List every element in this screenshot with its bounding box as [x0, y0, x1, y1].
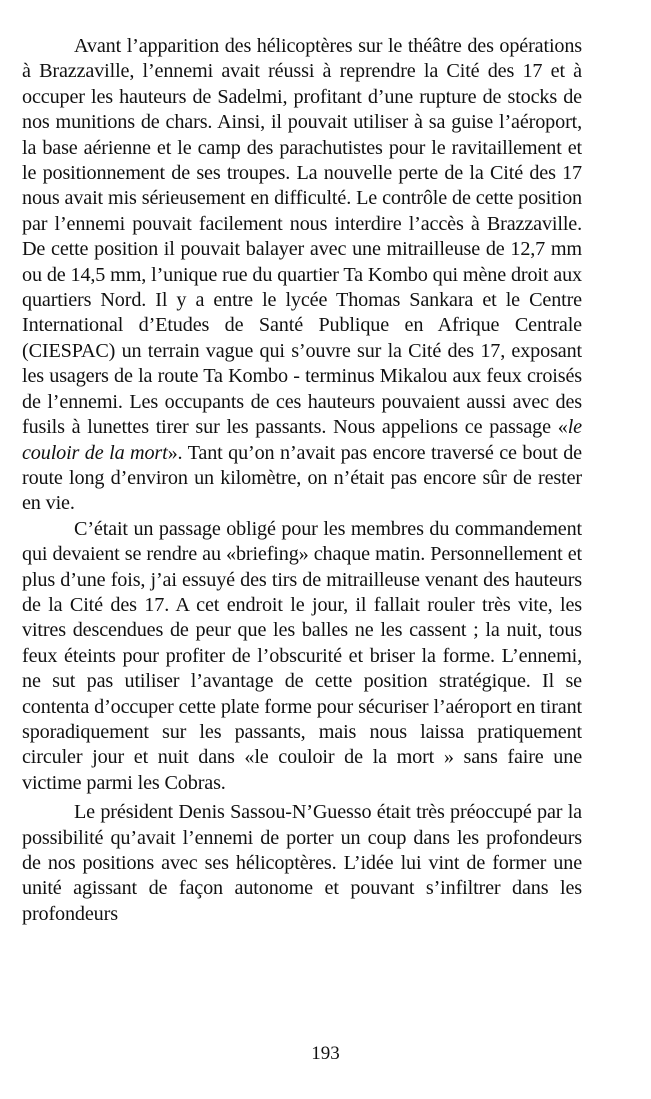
page-body — [22, 34, 582, 927]
paragraph-1-italic-phrase: le couloir de la mort — [22, 416, 582, 464]
page-number: 193 — [311, 1043, 340, 1064]
paragraph-briefing-passage: C’était un passage obligé pour les membres du commandement qui devaient se rendre au «briefing» chaque matin. Personnellement et plus d’une fois, j’ai essuyé des tirs de mitrailleuse venant des hauteurs de la Cité des 17. A cet endroit le jour, il fallait rouler très vite, les vitres descendues de peur que les balles ne les cassent ; la nuit, tous feux éteints pour profiter de l’obscurité et briser la forme. L’ennemi, ne sut pas utiliser l’avantage de cette position stratégique. Il se contenta d’occuper cette plate forme pour sécuriser l’aéroport en tirant sporadiquement sur les passants, mais nous laissa pratiquement circuler jour et nuit dans «le couloir de la mort » sans faire une victime parmi les Cobras. — [22, 517, 582, 794]
paragraph-1-text-before: Avant l’apparition des hélicoptères sur le théâtre des opérations à Brazzaville, l’ennemi avait réussi à reprendre la Cité des 17 et à occuper les hauteurs de Sadelmi, profitant d’une rupture de stocks de nos munitions de chars. Ainsi, il pouvait utiliser à sa guise l’aéroport, la base aérienne et le camp des parachutistes pour le ravitaillement et le positionnement de ses troupes. La nouvelle perte de la Cité des 17 nous avait mis sérieusement en difficulté. Le contrôle de cette position par l’ennemi pouvait facilement nous interdire l’accès à Brazzaville. De cette position il pouvait balayer avec une mitrailleuse de 12,7 mm ou de 14,5 mm, l’unique rue du quartier Ta Kombo qui mène droit aux quartiers Nord. Il y a entre le lycée Thomas Sankara et le Centre International d’Etudes de Santé Publique en Afrique Centrale (CIESPAC) un terrain vague qui s’ouvre sur la Cité des 17, exposant les usagers de la route Ta Kombo - terminus Mikalou aux feux croisés de l’ennemi. Les occupants de ces hauteurs pouvaient aussi avec des fusils à lunettes tirer sur les passants. Nous appelions ce passage « — [22, 35, 582, 439]
paragraph-helicopters-intro — [22, 34, 582, 517]
paragraph-president-concern: Le président Denis Sassou-N’Guesso était très préoccupé par la possibilité qu’avait l’ennemi de porter un coup dans les profondeurs de nos positions avec ses hélicoptères. L’idée lui vint de former une unité agissant de façon autonome et pouvant s’infiltrer dans les profondeurs — [22, 801, 582, 925]
paragraph-1-text-after: ». Tant qu’on n’avait pas encore traversé ce bout de route long d’environ un kilomètre, on n’était pas encore sûr de rester en vie. — [22, 441, 582, 515]
